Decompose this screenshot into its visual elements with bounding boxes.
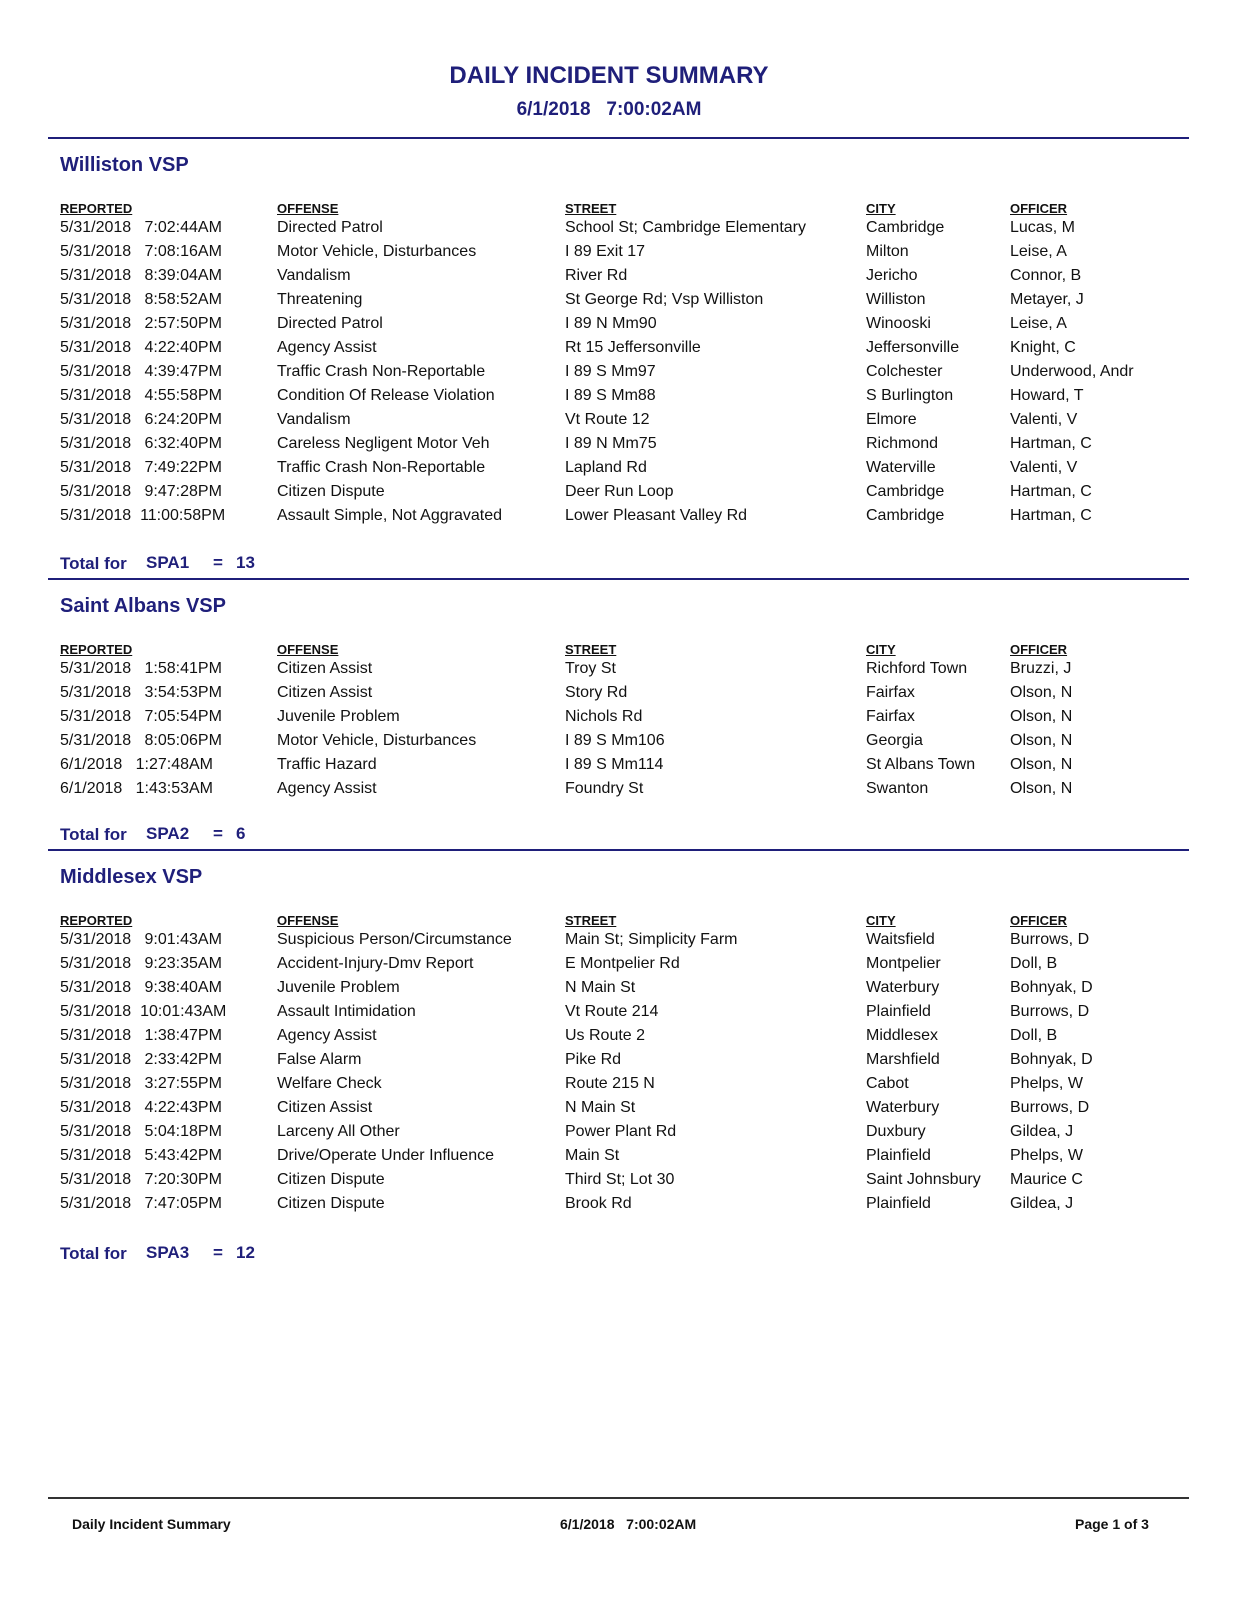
officer-cell: Burrows, D <box>1010 931 1090 948</box>
total-count: 12 <box>236 1243 255 1262</box>
officer-cell: Hartman, C <box>1010 507 1092 524</box>
table-row <box>0 459 1236 483</box>
city-cell: Georgia <box>866 732 923 749</box>
street-cell: Rt 15 Jeffersonville <box>565 339 701 356</box>
table-row <box>0 1147 1236 1171</box>
officer-cell: Phelps, W <box>1010 1075 1083 1092</box>
offense-cell: Directed Patrol <box>277 219 383 236</box>
street-cell: I 89 S Mm97 <box>565 363 656 380</box>
footer-title: Daily Incident Summary <box>72 1516 231 1532</box>
street-cell: I 89 S Mm106 <box>565 732 665 749</box>
total-label: Total for <box>60 554 127 573</box>
city-cell: Cambridge <box>866 507 945 524</box>
offense-cell: Citizen Dispute <box>277 1195 385 1212</box>
street-cell: I 89 S Mm114 <box>565 756 664 773</box>
table-row <box>0 267 1236 291</box>
officer-cell: Phelps, W <box>1010 1147 1083 1164</box>
street-cell: Vt Route 12 <box>565 411 650 428</box>
street-cell: N Main St <box>565 979 636 996</box>
street-cell: Nichols Rd <box>565 708 643 725</box>
city-cell: Waterbury <box>866 1099 940 1116</box>
table-row <box>0 1171 1236 1195</box>
offense-cell: Citizen Assist <box>277 684 373 701</box>
reported-cell: 5/31/2018 3:27:55PM <box>60 1075 222 1092</box>
reported-cell: 5/31/2018 8:58:52AM <box>60 291 222 308</box>
table-row <box>0 684 1236 708</box>
reported-cell: 5/31/2018 10:01:43AM <box>60 1003 227 1020</box>
city-cell: Milton <box>866 243 909 260</box>
officer-cell: Leise, A <box>1010 243 1067 260</box>
section-divider <box>48 578 1189 580</box>
officer-cell: Metayer, J <box>1010 291 1084 308</box>
reported-cell: 5/31/2018 2:33:42PM <box>60 1051 222 1068</box>
officer-cell: Olson, N <box>1010 732 1073 749</box>
street-cell: Story Rd <box>565 684 628 701</box>
street-cell: Lapland Rd <box>565 459 647 476</box>
officer-cell: Doll, B <box>1010 955 1058 972</box>
street-cell: I 89 Exit 17 <box>565 243 646 260</box>
table-row <box>0 955 1236 979</box>
total-area: SPA2 <box>146 824 190 843</box>
table-row <box>0 1051 1236 1075</box>
city-cell: Williston <box>866 291 926 308</box>
offense-cell: Agency Assist <box>277 339 377 356</box>
offense-cell: Suspicious Person/Circumstance <box>277 931 512 948</box>
street-cell: Troy St <box>565 660 616 677</box>
offense-cell: Larceny All Other <box>277 1123 400 1140</box>
offense-cell: False Alarm <box>277 1051 362 1068</box>
street-cell: Power Plant Rd <box>565 1123 677 1140</box>
total-equals: = <box>213 553 223 572</box>
total-label: Total for <box>60 825 127 844</box>
city-cell: Swanton <box>866 780 929 797</box>
total-count: 6 <box>236 824 246 843</box>
street-cell: Foundry St <box>565 780 644 797</box>
footer-divider <box>48 1497 1189 1499</box>
offense-cell: Juvenile Problem <box>277 979 400 996</box>
offense-cell: Traffic Crash Non-Reportable <box>277 459 486 476</box>
officer-cell: Valenti, V <box>1010 411 1078 428</box>
officer-cell: Bohnyak, D <box>1010 1051 1093 1068</box>
offense-cell: Traffic Crash Non-Reportable <box>277 363 486 380</box>
city-cell: Richmond <box>866 435 939 452</box>
table-row <box>0 708 1236 732</box>
reported-cell: 5/31/2018 5:04:18PM <box>60 1123 222 1140</box>
reported-cell: 6/1/2018 1:27:48AM <box>60 756 213 773</box>
officer-cell: Olson, N <box>1010 684 1073 701</box>
offense-cell: Citizen Dispute <box>277 483 385 500</box>
offense-cell: Citizen Dispute <box>277 1171 385 1188</box>
table-row <box>0 756 1236 780</box>
officer-cell: Olson, N <box>1010 756 1073 773</box>
total-count: 13 <box>236 553 255 572</box>
col-street-header: STREET <box>565 913 617 928</box>
officer-cell: Gildea, J <box>1010 1195 1074 1212</box>
reported-cell: 5/31/2018 7:47:05PM <box>60 1195 222 1212</box>
total-equals: = <box>213 824 223 843</box>
col-officer-header: OFFICER <box>1010 642 1068 657</box>
offense-cell: Juvenile Problem <box>277 708 400 725</box>
reported-cell: 5/31/2018 7:08:16AM <box>60 243 222 260</box>
table-row <box>0 219 1236 243</box>
reported-cell: 5/31/2018 3:54:53PM <box>60 684 222 701</box>
col-city-header: CITY <box>866 642 896 657</box>
footer-datetime: 6/1/2018 7:00:02AM <box>560 1516 697 1532</box>
street-cell: Main St; Simplicity Farm <box>565 931 738 948</box>
table-row <box>0 732 1236 756</box>
table-row <box>0 780 1236 804</box>
officer-cell: Knight, C <box>1010 339 1076 356</box>
col-reported-header: REPORTED <box>60 201 133 216</box>
city-cell: Marshfield <box>866 1051 940 1068</box>
reported-cell: 5/31/2018 8:05:06PM <box>60 732 222 749</box>
city-cell: Jericho <box>866 267 918 284</box>
reported-cell: 5/31/2018 8:39:04AM <box>60 267 222 284</box>
reported-cell: 5/31/2018 1:38:47PM <box>60 1027 222 1044</box>
officer-cell: Underwood, Andr <box>1010 363 1134 380</box>
city-cell: Elmore <box>866 411 917 428</box>
officer-cell: Olson, N <box>1010 780 1073 797</box>
city-cell: Cabot <box>866 1075 909 1092</box>
col-city-header: CITY <box>866 913 896 928</box>
city-cell: Waterville <box>866 459 936 476</box>
offense-cell: Agency Assist <box>277 1027 377 1044</box>
table-row <box>0 660 1236 684</box>
header-divider <box>48 137 1189 139</box>
section-divider <box>48 849 1189 851</box>
city-cell: Colchester <box>866 363 943 380</box>
table-row <box>0 931 1236 955</box>
col-reported-header: REPORTED <box>60 913 133 928</box>
offense-cell: Citizen Assist <box>277 660 373 677</box>
table-row <box>0 363 1236 387</box>
reported-cell: 6/1/2018 1:43:53AM <box>60 780 213 797</box>
offense-cell: Directed Patrol <box>277 315 383 332</box>
total-label: Total for <box>60 1244 127 1263</box>
officer-cell: Bruzzi, J <box>1010 660 1072 677</box>
reported-cell: 5/31/2018 7:05:54PM <box>60 708 222 725</box>
officer-cell: Valenti, V <box>1010 459 1078 476</box>
street-cell: Main St <box>565 1147 620 1164</box>
offense-cell: Condition Of Release Violation <box>277 387 495 404</box>
officer-cell: Hartman, C <box>1010 435 1092 452</box>
street-cell: School St; Cambridge Elementary <box>565 219 806 236</box>
col-street-header: STREET <box>565 201 617 216</box>
reported-cell: 5/31/2018 4:22:40PM <box>60 339 222 356</box>
offense-cell: Threatening <box>277 291 363 308</box>
table-row <box>0 1123 1236 1147</box>
city-cell: Waitsfield <box>866 931 935 948</box>
col-city-header: CITY <box>866 201 896 216</box>
table-row <box>0 1195 1236 1219</box>
offense-cell: Motor Vehicle, Disturbances <box>277 732 477 749</box>
reported-cell: 5/31/2018 1:58:41PM <box>60 660 222 677</box>
total-area: SPA1 <box>146 553 190 572</box>
table-row <box>0 243 1236 267</box>
officer-cell: Bohnyak, D <box>1010 979 1093 996</box>
city-cell: S Burlington <box>866 387 954 404</box>
reported-cell: 5/31/2018 4:55:58PM <box>60 387 222 404</box>
reported-cell: 5/31/2018 9:23:35AM <box>60 955 222 972</box>
street-cell: Lower Pleasant Valley Rd <box>565 507 748 524</box>
table-row <box>0 339 1236 363</box>
table-row <box>0 291 1236 315</box>
offense-cell: Accident-Injury-Dmv Report <box>277 955 474 972</box>
table-row <box>0 979 1236 1003</box>
footer-page-number: Page 1 of 3 <box>1075 1516 1149 1532</box>
street-cell: Us Route 2 <box>565 1027 646 1044</box>
street-cell: River Rd <box>565 267 628 284</box>
city-cell: Plainfield <box>866 1003 931 1020</box>
table-row <box>0 315 1236 339</box>
col-offense-header: OFFENSE <box>277 913 339 928</box>
col-officer-header: OFFICER <box>1010 201 1068 216</box>
street-cell: N Main St <box>565 1099 636 1116</box>
officer-cell: Maurice C <box>1010 1171 1083 1188</box>
officer-cell: Leise, A <box>1010 315 1067 332</box>
city-cell: Fairfax <box>866 684 915 701</box>
offense-cell: Careless Negligent Motor Veh <box>277 435 490 452</box>
offense-cell: Agency Assist <box>277 780 377 797</box>
table-row <box>0 387 1236 411</box>
offense-cell: Assault Intimidation <box>277 1003 416 1020</box>
total-equals: = <box>213 1243 223 1262</box>
city-cell: Middlesex <box>866 1027 939 1044</box>
offense-cell: Welfare Check <box>277 1075 382 1092</box>
col-officer-header: OFFICER <box>1010 913 1068 928</box>
city-cell: St Albans Town <box>866 756 976 773</box>
officer-cell: Doll, B <box>1010 1027 1058 1044</box>
street-cell: I 89 N Mm75 <box>565 435 657 452</box>
col-offense-header: OFFENSE <box>277 642 339 657</box>
offense-cell: Citizen Assist <box>277 1099 373 1116</box>
city-cell: Cambridge <box>866 219 945 236</box>
street-cell: Route 215 N <box>565 1075 655 1092</box>
officer-cell: Lucas, M <box>1010 219 1075 236</box>
city-cell: Winooski <box>866 315 931 332</box>
offense-cell: Motor Vehicle, Disturbances <box>277 243 477 260</box>
offense-cell: Assault Simple, Not Aggravated <box>277 507 503 524</box>
offense-cell: Drive/Operate Under Influence <box>277 1147 494 1164</box>
col-offense-header: OFFENSE <box>277 201 339 216</box>
street-cell: Third St; Lot 30 <box>565 1171 675 1188</box>
reported-cell: 5/31/2018 9:38:40AM <box>60 979 222 996</box>
table-row <box>0 483 1236 507</box>
report-title: DAILY INCIDENT SUMMARY <box>449 62 769 89</box>
street-cell: I 89 N Mm90 <box>565 315 657 332</box>
street-cell: Deer Run Loop <box>565 483 674 500</box>
city-cell: Plainfield <box>866 1195 931 1212</box>
section-title-saint-albans: Saint Albans VSP <box>60 595 226 617</box>
street-cell: E Montpelier Rd <box>565 955 680 972</box>
reported-cell: 5/31/2018 4:22:43PM <box>60 1099 222 1116</box>
offense-cell: Vandalism <box>277 267 351 284</box>
city-cell: Duxbury <box>866 1123 926 1140</box>
officer-cell: Olson, N <box>1010 708 1073 725</box>
section-title-williston: Williston VSP <box>60 154 189 176</box>
reported-cell: 5/31/2018 7:20:30PM <box>60 1171 222 1188</box>
reported-cell: 5/31/2018 2:57:50PM <box>60 315 222 332</box>
reported-cell: 5/31/2018 9:01:43AM <box>60 931 222 948</box>
table-row <box>0 507 1236 531</box>
street-cell: Vt Route 214 <box>565 1003 659 1020</box>
officer-cell: Connor, B <box>1010 267 1082 284</box>
reported-cell: 5/31/2018 7:49:22PM <box>60 459 222 476</box>
table-row <box>0 435 1236 459</box>
street-cell: I 89 S Mm88 <box>565 387 656 404</box>
city-cell: Montpelier <box>866 955 941 972</box>
street-cell: Brook Rd <box>565 1195 632 1212</box>
offense-cell: Traffic Hazard <box>277 756 377 773</box>
report-datetime: 6/1/2018 7:00:02AM <box>516 99 702 120</box>
city-cell: Saint Johnsbury <box>866 1171 981 1188</box>
city-cell: Jeffersonville <box>866 339 960 356</box>
reported-cell: 5/31/2018 11:00:58PM <box>60 507 226 524</box>
reported-cell: 5/31/2018 9:47:28PM <box>60 483 222 500</box>
reported-cell: 5/31/2018 7:02:44AM <box>60 219 222 236</box>
officer-cell: Howard, T <box>1010 387 1084 404</box>
reported-cell: 5/31/2018 5:43:42PM <box>60 1147 222 1164</box>
officer-cell: Burrows, D <box>1010 1003 1090 1020</box>
table-row <box>0 1099 1236 1123</box>
reported-cell: 5/31/2018 4:39:47PM <box>60 363 222 380</box>
table-row <box>0 411 1236 435</box>
reported-cell: 5/31/2018 6:32:40PM <box>60 435 222 452</box>
officer-cell: Gildea, J <box>1010 1123 1074 1140</box>
city-cell: Plainfield <box>866 1147 931 1164</box>
officer-cell: Burrows, D <box>1010 1099 1090 1116</box>
col-reported-header: REPORTED <box>60 642 133 657</box>
officer-cell: Hartman, C <box>1010 483 1092 500</box>
offense-cell: Vandalism <box>277 411 351 428</box>
city-cell: Fairfax <box>866 708 915 725</box>
city-cell: Waterbury <box>866 979 940 996</box>
street-cell: Pike Rd <box>565 1051 622 1068</box>
city-cell: Cambridge <box>866 483 945 500</box>
table-row <box>0 1003 1236 1027</box>
section-title-middlesex: Middlesex VSP <box>60 866 203 888</box>
street-cell: St George Rd; Vsp Williston <box>565 291 764 308</box>
city-cell: Richford Town <box>866 660 968 677</box>
table-row <box>0 1075 1236 1099</box>
table-row <box>0 1027 1236 1051</box>
reported-cell: 5/31/2018 6:24:20PM <box>60 411 222 428</box>
total-area: SPA3 <box>146 1243 190 1262</box>
col-street-header: STREET <box>565 642 617 657</box>
